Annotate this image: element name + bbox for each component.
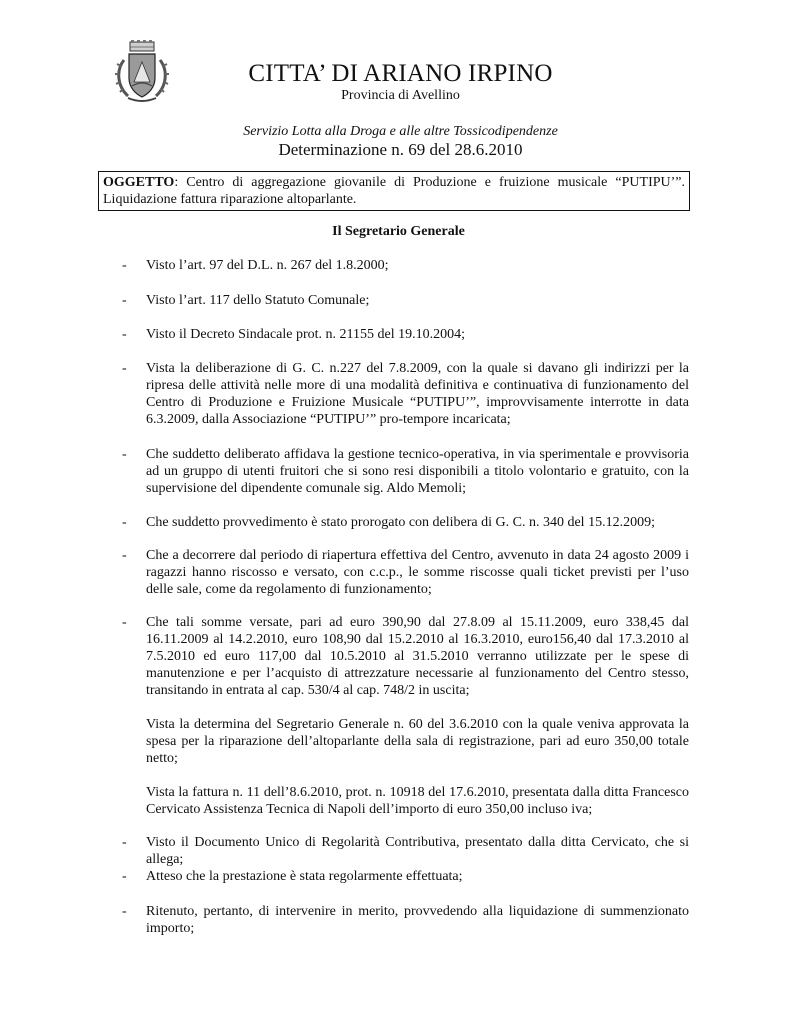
list-item: Che tali somme versate, pari ad euro 390,90 dal 27.8.09 al 15.11.2009, euro 338,45 dal 16.11.2009 al 14.2.2010, euro 108,90 dal 15.2.2010 al 16.3.2010, euro156,40 dal 17.3.2010 al 7.5.2010 ed euro 117,00 dal 10.5.2010 al 31.5.2010 verranno utilizzate per le spese di manutenzione e per l’acquisto di attrezzature necessarie al funzionamento del Centro stesso, transitando in entrata al cap. 530/4 al cap. 748/2 in uscita;: [146, 615, 689, 698]
signer-heading: Il Segretario Generale: [332, 224, 465, 239]
service-line: Servizio Lotta alla Droga e alle altre Tossicodipendenze: [243, 124, 558, 139]
determination-number: Determinazione n. 69 del 28.6.2010: [278, 140, 523, 159]
list-bullet: -: [122, 515, 127, 530]
list-bullet: -: [122, 361, 127, 376]
list-item: Visto il Documento Unico di Regolarità Contributiva, presentato dalla ditta Cervicato, che si allega;: [146, 835, 689, 867]
list-item: Che suddetto deliberato affidava la gestione tecnico-operativa, in via sperimentale e provvisoria ad un gruppo di utenti fruitori che si sono resi disponibili a titolo volontario e gratuito, con la supervisione del dipendente comunale sig. Aldo Memoli;: [146, 447, 689, 496]
city-title: CITTA’ DI ARIANO IRPINO: [248, 60, 553, 87]
subject-text: : Centro di aggregazione giovanile di Produzione e fruizione musicale “PUTIPU’”. Liquidazione fattura riparazione altoparlante.: [103, 175, 685, 207]
list-bullet: -: [122, 869, 127, 884]
province-line: Provincia di Avellino: [341, 88, 460, 103]
list-item: Che a decorrere dal periodo di riapertura effettiva del Centro, avvenuto in data 24 agosto 2009 i ragazzi hanno riscosso e versato, con c.c.p., le somme riscosse quali ticket previsti per l’uso delle sale, come da regolamento di funzionamento;: [146, 548, 689, 597]
list-bullet: -: [122, 447, 127, 462]
subject-box: [98, 171, 690, 211]
list-item: Che suddetto provvedimento è stato prorogato con delibera di G. C. n. 340 del 15.12.2009;: [146, 515, 655, 530]
list-item: Atteso che la prestazione è stata regolarmente effettuata;: [146, 869, 463, 884]
list-bullet: -: [122, 327, 127, 342]
list-item: Vista la deliberazione di G. C. n.227 del 7.8.2009, con la quale si davano gli indirizzi per la ripresa delle attività nelle more di una modalità definitiva e continuativa di funzionamento del Centro di Produzione e Fruizione Musicale “PUTIPU’”, improvvisamente interrotte in data 6.3.2009, dalla Associazione “PUTIPU’” pro-tempore incaricata;: [146, 361, 689, 427]
paragraph: Vista la fattura n. 11 dell’8.6.2010, prot. n. 10918 del 17.6.2010, presentata dalla ditta Francesco Cervicato Assistenza Tecnica di Napoli dell’importo di euro 350,00 incluso iva;: [146, 785, 689, 817]
list-bullet: -: [122, 293, 127, 308]
list-bullet: -: [122, 904, 127, 919]
list-bullet: -: [122, 548, 127, 563]
list-bullet: -: [122, 835, 127, 850]
list-item: Visto l’art. 97 del D.L. n. 267 del 1.8.2000;: [146, 258, 389, 273]
list-bullet: -: [122, 615, 127, 630]
subject-label: OGGETTO: [103, 175, 175, 190]
list-bullet: -: [122, 258, 127, 273]
paragraph: Vista la determina del Segretario Generale n. 60 del 3.6.2010 con la quale veniva approvata la spesa per la riparazione dell’altoparlante della sala di registrazione, pari ad euro 350,00 totale netto;: [146, 717, 689, 766]
list-item: Visto l’art. 117 dello Statuto Comunale;: [146, 293, 370, 308]
list-item: Visto il Decreto Sindacale prot. n. 21155 del 19.10.2004;: [146, 327, 466, 342]
list-item: Ritenuto, pertanto, di intervenire in merito, provvedendo alla liquidazione di summenzionato importo;: [146, 904, 689, 936]
